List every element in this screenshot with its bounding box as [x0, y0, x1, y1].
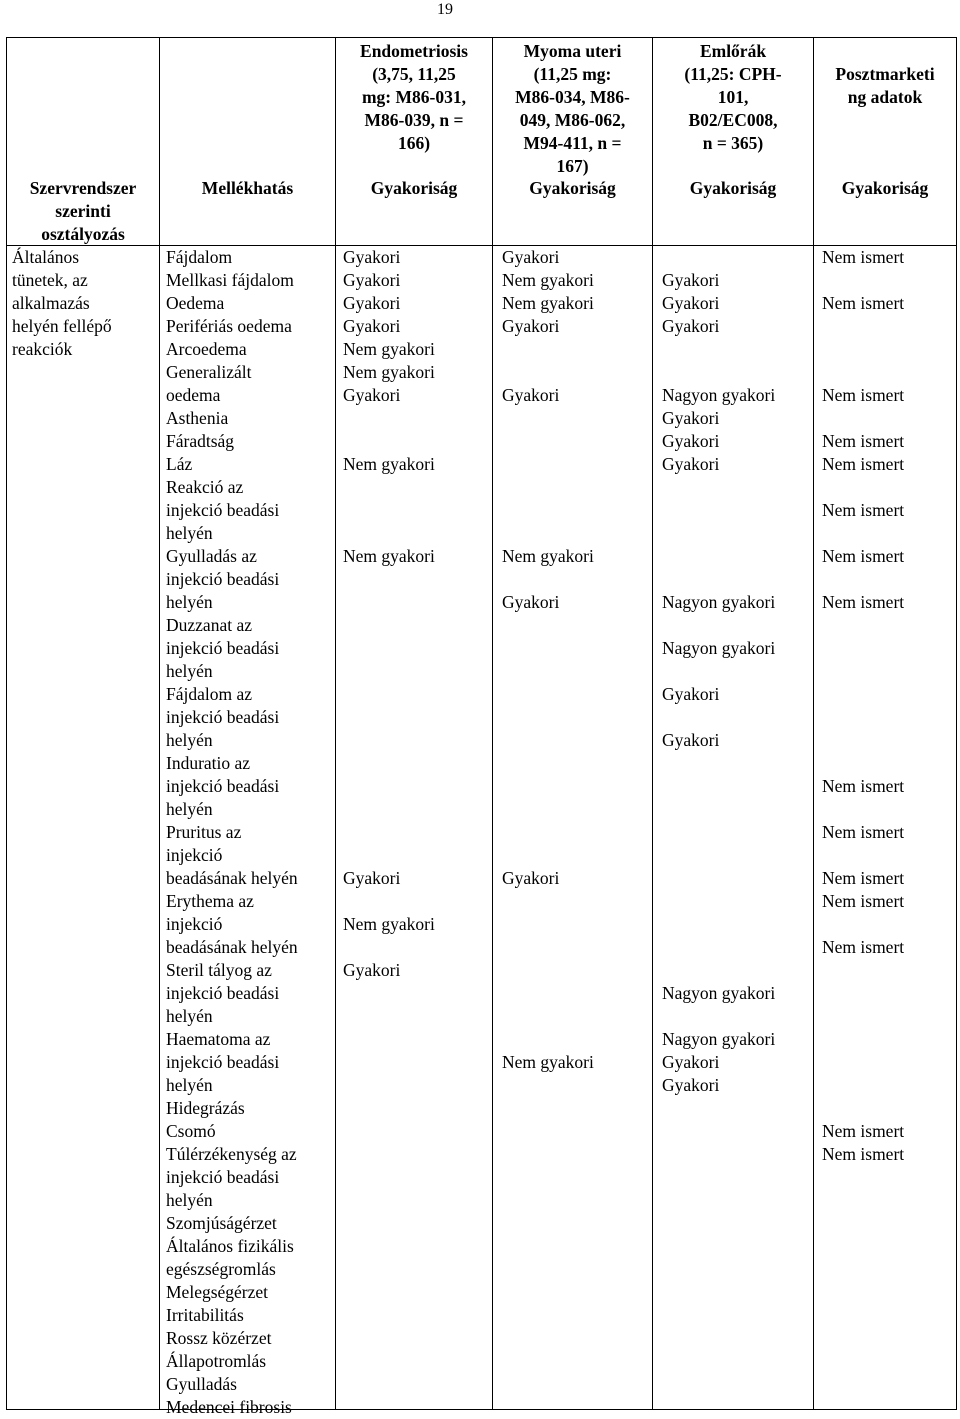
adverse-event-line: injekció beadási: [166, 1052, 280, 1072]
emlorak-frequency: Gyakori: [662, 1052, 720, 1072]
adverse-event-line: Perifériás oedema: [166, 316, 292, 336]
adverse-event-line: Steril tályog az: [166, 960, 272, 980]
adverse-event-line: egészségromlás: [166, 1259, 276, 1279]
myoma-frequency: Nem gyakori: [502, 1052, 594, 1072]
adverse-event-line: Túlérzékenység az: [166, 1144, 297, 1164]
postmarketing-frequency: Nem ismert: [822, 454, 905, 474]
page-number: 19: [437, 1, 453, 18]
adverse-event-line: injekció: [166, 845, 223, 865]
myoma-frequency: Gyakori: [502, 316, 560, 336]
endometriosis-frequency: Nem gyakori: [343, 362, 435, 382]
adverse-event-line: helyén: [166, 1006, 213, 1026]
myoma-frequency: Nem gyakori: [502, 546, 594, 566]
emlorak-frequency: Nagyon gyakori: [662, 1029, 776, 1049]
emlorak-frequency: Gyakori: [662, 270, 720, 290]
emlorak-frequency: Nagyon gyakori: [662, 385, 776, 405]
adverse-event-line: Fájdalom az: [166, 684, 253, 704]
header-freq-myoma: Gyakoriság: [529, 178, 616, 198]
postmarketing-frequency: Nem ismert: [822, 500, 905, 520]
emlorak-frequency: Gyakori: [662, 431, 720, 451]
adverse-event-line: Arcoedema: [166, 339, 247, 359]
adverse-event-line: Hidegrázás: [166, 1098, 245, 1118]
adverse-event-line: Szomjúságérzet: [166, 1213, 277, 1233]
adverse-event-line: beadásának helyén: [166, 868, 298, 888]
endometriosis-frequency: Gyakori: [343, 385, 401, 405]
adverse-event-line: Gyulladás az: [166, 546, 257, 566]
postmarketing-frequency: Nem ismert: [822, 385, 905, 405]
adverse-event-line: Melegségérzet: [166, 1282, 269, 1302]
myoma-frequency: Nem gyakori: [502, 270, 594, 290]
endometriosis-frequency: Gyakori: [343, 293, 401, 313]
header-mellekhatas: Mellékhatás: [201, 178, 294, 198]
emlorak-frequency: Gyakori: [662, 454, 720, 474]
emlorak-frequency: Nagyon gyakori: [662, 983, 776, 1003]
adverse-event-line: Általános fizikális: [166, 1236, 294, 1256]
myoma-frequency: Gyakori: [502, 385, 560, 405]
adverse-event-line: Állapotromlás: [166, 1351, 267, 1371]
endometriosis-frequency: Gyakori: [343, 960, 401, 980]
endometriosis-frequency: Gyakori: [343, 270, 401, 290]
endometriosis-frequency: Gyakori: [343, 316, 401, 336]
adverse-event-line: Gyulladás: [166, 1374, 237, 1394]
col-border-3: [492, 37, 493, 1410]
postmarketing-frequency: Nem ismert: [822, 776, 905, 796]
postmarketing-frequency: Nem ismert: [822, 1144, 905, 1164]
adverse-event-line: helyén: [166, 523, 213, 543]
adverse-event-line: injekció beadási: [166, 638, 280, 658]
adverse-event-line: Generalizált: [166, 362, 252, 382]
postmarketing-frequency: Nem ismert: [822, 247, 905, 267]
adverse-event-line: Erythema az: [166, 891, 254, 911]
adverse-event-line: Pruritus az: [166, 822, 242, 842]
endometriosis-frequency: Nem gyakori: [343, 914, 435, 934]
endometriosis-frequency: Gyakori: [343, 247, 401, 267]
adverse-event-line: Induratio az: [166, 753, 251, 773]
postmarketing-frequency: Nem ismert: [822, 592, 905, 612]
postmarketing-frequency: Nem ismert: [822, 546, 905, 566]
adverse-event-line: Irritabilitás: [166, 1305, 244, 1325]
table-bottom-border: [6, 1409, 957, 1410]
postmarketing-frequency: Nem ismert: [822, 891, 905, 911]
adverse-event-line: injekció beadási: [166, 707, 280, 727]
col-border-5: [813, 37, 814, 1410]
adverse-event-line: beadásának helyén: [166, 937, 298, 957]
endometriosis-frequency: Nem gyakori: [343, 546, 435, 566]
col-border-1: [159, 37, 160, 1410]
table-top-border: [6, 37, 957, 38]
adverse-event-line: Duzzanat az: [166, 615, 252, 635]
adverse-event-line: helyén: [166, 1075, 213, 1095]
col-border-2: [335, 37, 336, 1410]
postmarketing-frequency: Nem ismert: [822, 937, 905, 957]
adverse-event-line: injekció beadási: [166, 983, 280, 1003]
adverse-event-line: Rossz közérzet: [166, 1328, 272, 1348]
emlorak-frequency: Nagyon gyakori: [662, 592, 776, 612]
adverse-event-line: helyén: [166, 1190, 213, 1210]
adverse-event-line: Medencei fibrosis: [166, 1397, 292, 1417]
emlorak-frequency: Gyakori: [662, 730, 720, 750]
adverse-event-line: helyén: [166, 730, 213, 750]
adverse-event-line: injekció beadási: [166, 776, 280, 796]
header-soc: Szervrendszer szerinti osztályozás: [29, 178, 137, 244]
adverse-event-line: injekció beadási: [166, 569, 280, 589]
adverse-event-line: Asthenia: [166, 408, 229, 428]
postmarketing-frequency: Nem ismert: [822, 431, 905, 451]
myoma-frequency: Gyakori: [502, 868, 560, 888]
header-freq-endo: Gyakoriság: [370, 178, 458, 198]
adverse-event-line: Haematoma az: [166, 1029, 271, 1049]
adverse-event-line: Mellkasi fájdalom: [166, 270, 294, 290]
postmarketing-frequency: Nem ismert: [822, 293, 905, 313]
soc-general-disorders: Általános tünetek, az alkalmazás helyén fellépő reakciók: [12, 247, 112, 359]
adverse-event-line: helyén: [166, 661, 213, 681]
myoma-frequency: Nem gyakori: [502, 293, 594, 313]
adverse-event-line: Fáradtság: [166, 431, 235, 451]
postmarketing-frequency: Nem ismert: [822, 1121, 905, 1141]
header-myoma-uteri: Myoma uteri (11,25 mg: M86-034, M86- 049, M86-062, M94-411, n = 167): [515, 41, 630, 176]
adverse-event-line: helyén: [166, 592, 213, 612]
postmarketing-frequency: Nem ismert: [822, 822, 905, 842]
adverse-event-line: helyén: [166, 799, 213, 819]
header-freq-emlo: Gyakoriság: [689, 178, 777, 198]
adverse-event-line: injekció beadási: [166, 500, 280, 520]
adverse-event-line: oedema: [166, 385, 221, 405]
emlorak-frequency: Gyakori: [662, 316, 720, 336]
emlorak-frequency: Gyakori: [662, 1075, 720, 1095]
adverse-event-line: Oedema: [166, 293, 225, 313]
col-border-4: [652, 37, 653, 1410]
emlorak-frequency: Gyakori: [662, 293, 720, 313]
header-emlorak: Emlőrák (11,25: CPH- 101, B02/EC008, n = 365): [684, 41, 782, 153]
postmarketing-frequency: Nem ismert: [822, 868, 905, 888]
adverse-event-line: Fájdalom: [166, 247, 233, 267]
adverse-event-line: Láz: [166, 454, 193, 474]
header-posztmarketing: Posztmarketi ng adatok: [835, 64, 935, 107]
adverse-event-line: injekció beadási: [166, 1167, 280, 1187]
adverse-event-line: injekció: [166, 914, 223, 934]
emlorak-frequency: Gyakori: [662, 408, 720, 428]
adverse-event-line: Reakció az: [166, 477, 244, 497]
adverse-event-line: Csomó: [166, 1121, 216, 1141]
header-endometriosis: Endometriosis (3,75, 11,25 mg: M86-031, M86-039, n = 166): [360, 41, 468, 153]
col-border-6: [956, 37, 957, 1410]
endometriosis-frequency: Gyakori: [343, 868, 401, 888]
header-freq-post: Gyakoriság: [841, 178, 929, 198]
myoma-frequency: Gyakori: [502, 592, 560, 612]
endometriosis-frequency: Nem gyakori: [343, 454, 435, 474]
emlorak-frequency: Nagyon gyakori: [662, 638, 776, 658]
endometriosis-frequency: Nem gyakori: [343, 339, 435, 359]
emlorak-frequency: Gyakori: [662, 684, 720, 704]
myoma-frequency: Gyakori: [502, 247, 560, 267]
